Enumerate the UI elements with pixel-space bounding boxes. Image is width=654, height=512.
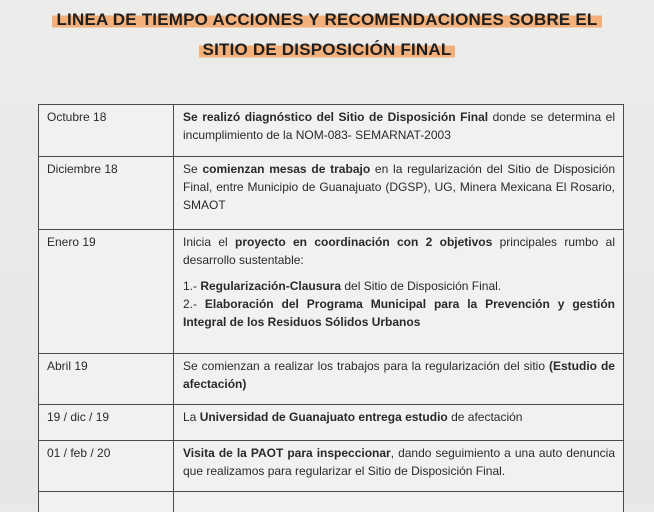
text-span: La <box>183 410 200 424</box>
timeline-table <box>38 104 624 512</box>
timeline-description <box>174 492 623 512</box>
objective-item-2 <box>183 295 615 331</box>
objective-item-1 <box>183 277 615 295</box>
text-span: Se comienzan a realizar los trabajos para la regularización del sitio <box>183 359 549 373</box>
bold-text: Universidad de Guanajuato entrega estudio <box>199 410 448 424</box>
timeline-description <box>174 354 623 404</box>
text-span: principales rumbo al desarrollo sustentable: <box>183 235 615 267</box>
timeline-description <box>174 157 623 229</box>
text-span: 2.- <box>183 297 205 311</box>
text-span: donde se determina el incumplimiento de la NOM-083- SEMARNAT-2003 <box>183 110 616 142</box>
timeline-date: Abril 19 <box>39 354 174 404</box>
table-row <box>39 105 623 157</box>
bold-text: Visita de la PAOT para inspeccionar <box>183 446 391 460</box>
text-span: 1.- <box>183 279 201 293</box>
text-span: Se <box>183 162 203 176</box>
text-span: , dando seguimiento a una auto denuncia que realizamos para regularizar el Sitio de Disposición Final. <box>183 446 615 478</box>
document-title-line-2: SITIO DE DISPOSICIÓN FINAL <box>0 40 654 60</box>
bold-text: Regularización-Clausura <box>200 279 342 293</box>
timeline-date: 19 / dic / 19 <box>39 405 174 440</box>
table-row <box>39 405 623 441</box>
text-span: en la regularización del Sitio de Disposición Final, entre Municipio de Guanajuato (DGSP), UG, Minera Mexicana El Rosario, SMAOT <box>183 162 615 212</box>
text-span: de afectación <box>447 410 523 424</box>
bold-text: Elaboración del Programa Municipal para la Prevención y gestión Integral de los Residuos Sólidos Urbanos <box>183 297 615 329</box>
table-row <box>39 230 623 354</box>
document-title-line-1: LINEA DE TIEMPO ACCIONES Y RECOMENDACIONES SOBRE EL <box>0 10 654 30</box>
timeline-description <box>174 230 623 353</box>
table-row <box>39 441 623 492</box>
text-span: del Sitio de Disposición Final. <box>341 279 502 293</box>
timeline-description <box>174 405 623 440</box>
timeline-description <box>174 441 623 491</box>
table-row <box>39 492 623 512</box>
objectives-intro <box>183 233 615 269</box>
bold-text: Se realizó diagnóstico del Sitio de Disposición Final <box>183 110 489 124</box>
bold-text: comienzan mesas de trabajo <box>202 162 371 176</box>
text-span: Inicia el <box>183 235 235 249</box>
bold-text: (Estudio de afectación) <box>183 359 615 391</box>
table-row <box>39 354 623 405</box>
timeline-date: Diciembre 18 <box>39 157 174 229</box>
timeline-date: Enero 19 <box>39 230 174 353</box>
timeline-date: Octubre 18 <box>39 105 174 156</box>
timeline-date: 01 / feb / 20 <box>39 441 174 491</box>
timeline-date <box>39 492 174 512</box>
table-row <box>39 157 623 230</box>
bold-text: proyecto en coordinación con 2 objetivos <box>235 235 493 249</box>
timeline-description <box>174 105 623 156</box>
